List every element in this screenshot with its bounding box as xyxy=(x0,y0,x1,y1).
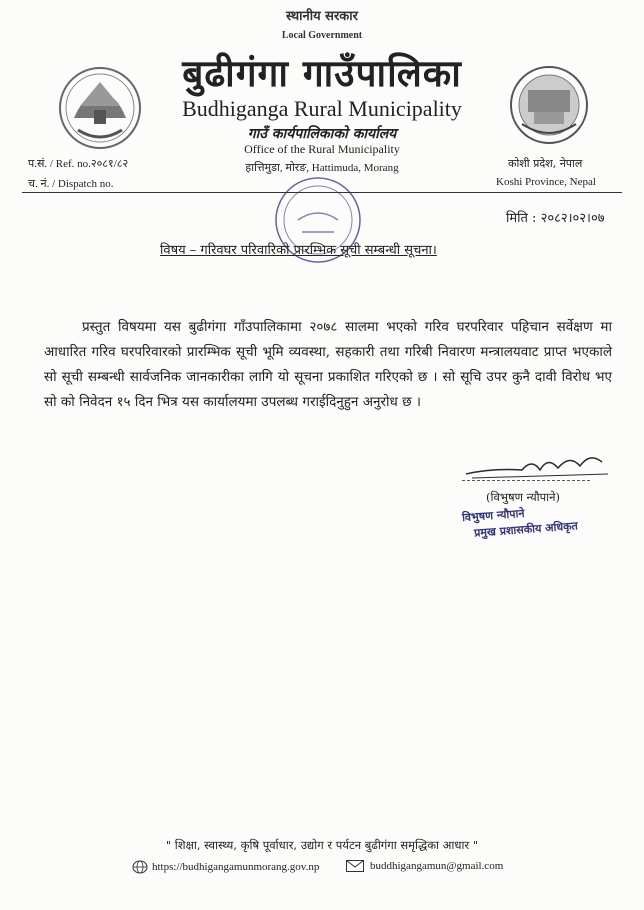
office-title-np: गाउँ कार्यपालिकाको कार्यालय xyxy=(247,126,397,142)
signature-line xyxy=(462,480,590,481)
reference-number: प.सं. / Ref. no.२०८१/८२ xyxy=(28,158,129,170)
footer-email[interactable] xyxy=(346,860,503,872)
letter-date: मिति : २०८२।०२।०७ xyxy=(506,211,605,226)
letter-body: प्रस्तुत विषयमा यस बुढीगंगा गाँउपालिकामा २०७८ सालमा भएको गरिव घरपरिवार पहिचान सर्वेक्षण मा आधारित गरिव घरपरिवारको प्रारम्भिक सूची भूमि व्यवस्था, सहकारी तथा गरिबी निवारण मन्त्रालयवाट प्राप्त भएकाले सो सूची सम्बन्धी सार्वजनिक जानकारीका लागि यो सूचना प्रकाशित गरिएको छ । सो सूचि उपर कुनै दावी विरोध भए सो को निवेदन १५ दिन भित्र यस कार्यालयमा उपलब्ध गराईदिनुहुन अनुरोध छ । xyxy=(44,319,612,410)
website-url[interactable]: https://budhigangamunmorang.gov.np xyxy=(152,861,320,873)
province-en: Koshi Province, Nepal xyxy=(496,176,596,188)
footer-website[interactable] xyxy=(132,860,319,874)
signature-icon xyxy=(462,448,612,482)
signatory-stamp-title: प्रमुख प्रशासकीय अधिकृत xyxy=(473,519,579,540)
municipality-title-np: बुढीगंगा गाउँपालिका xyxy=(182,51,462,95)
email-address[interactable]: buddhigangamun@gmail.com xyxy=(370,860,504,872)
globe-icon xyxy=(132,860,148,874)
province-np: कोशी प्रदेश, नेपाल xyxy=(508,157,583,170)
signatory-stamp-name: विभुषण न्यौपाने xyxy=(461,506,525,525)
local-government-en: Local Government xyxy=(281,30,363,41)
footer-motto: " शिक्षा, स्वास्थ्य, कृषि पूर्वाधार, उद्योग र पर्यटन बुढीगंगा समृद्धिका आधार " xyxy=(165,838,479,852)
municipality-title-en: Budhiganga Rural Municipality xyxy=(182,96,462,121)
local-government-np: स्थानीय सरकार xyxy=(286,9,358,24)
office-address: हात्तिमुडा, मोरङ, Hattimuda, Morang xyxy=(245,162,399,174)
letter-subject: विषय – गरिवघर परिवारिको प्रारम्भिक सूची सम्बन्धी सूचना। xyxy=(160,243,437,258)
office-title-en: Office of the Rural Municipality xyxy=(244,142,400,156)
mail-icon xyxy=(346,860,364,872)
dispatch-number: च. नं. / Dispatch no. xyxy=(28,178,114,190)
header-divider xyxy=(22,192,622,193)
signatory-name: (विभुषण न्यौपाने) xyxy=(486,490,560,504)
